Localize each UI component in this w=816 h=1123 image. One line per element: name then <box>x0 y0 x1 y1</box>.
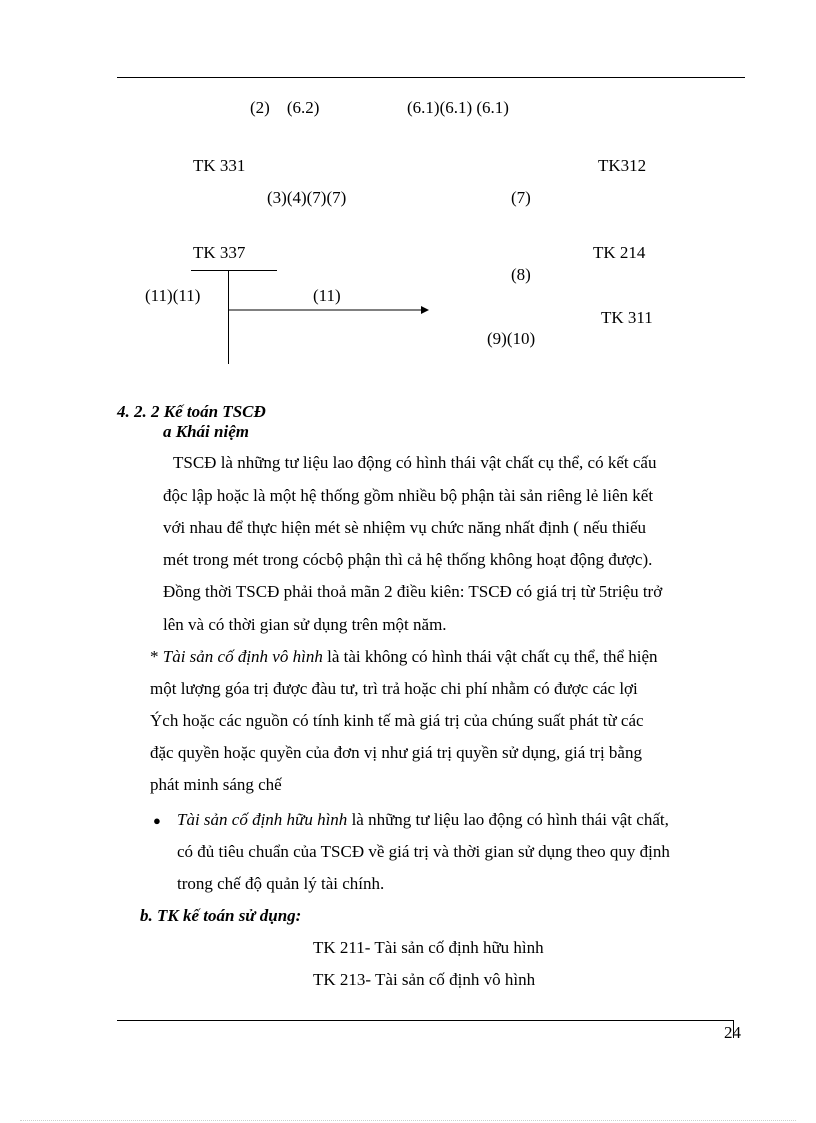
diagram-row1-left: (2) (6.2) <box>250 98 320 117</box>
account-tk311: TK 311 <box>601 308 653 327</box>
account-tk312: TK312 <box>598 156 647 175</box>
page-bottom-dotted-edge <box>20 1120 796 1121</box>
tk337-top-rule <box>191 270 277 271</box>
paragraph-line: có đủ tiêu chuẩn của TSCĐ về giá trị và thời gian sử dụng theo quy định <box>177 842 670 861</box>
paragraph-line: Đồng thời TSCĐ phải thoả mãn 2 điều kiên: TSCĐ có giá trị từ 5triệu trở <box>163 582 663 601</box>
paragraph-line: TSCĐ là những tư liệu lao động có hình thái vật chất cụ thể, có kết cấu <box>173 453 657 472</box>
account-tk337: TK 337 <box>193 243 246 262</box>
paragraph-line: một lượng góa trị được đàu tư, trì trả hoặc chi phí nhằm có được các lợi <box>150 679 638 698</box>
diagram-label-8: (8) <box>511 265 531 284</box>
diagram-row3-left: (3)(4)(7)(7) <box>267 188 347 207</box>
paragraph-line: với nhau để thực hiện mét sè nhiệm vụ chức năng nhất định ( nếu thiếu <box>163 518 646 537</box>
page-number: 24 <box>724 1023 741 1042</box>
diagram-label-11: (11) <box>313 286 341 305</box>
paragraph-line: mét trong mét trong cócbộ phận thì cả hệ thống không hoạt động được). <box>163 550 653 569</box>
intangible-term: Tài sản cố định vô hình <box>162 647 323 666</box>
intangible-definition: là tài không có hình thái vật chất cụ thể, thể hiện <box>322 647 658 666</box>
tangible-first-line <box>177 810 669 830</box>
tangible-definition: là những tư liệu lao động có hình thái vật chất, <box>347 810 669 829</box>
tangible-term: Tài sản cố định hữu hình <box>177 810 348 829</box>
flow-arrow <box>228 303 430 317</box>
asterisk-marker: * <box>150 647 163 666</box>
diagram-row1-right: (6.1)(6.1) (6.1) <box>407 98 509 117</box>
paragraph-line: độc lập hoặc là một hệ thống gồm nhiều bộ phận tài sản riêng lẻ liên kết <box>163 486 654 505</box>
paragraph-line: trong chế độ quản lý tài chính. <box>177 874 385 893</box>
intangible-first-line <box>150 647 658 667</box>
diagram-label-11-11: (11)(11) <box>145 286 201 305</box>
account-line-213: TK 213- Tài sản cố định vô hình <box>313 970 536 989</box>
paragraph-line: đặc quyền hoặc quyền của đơn vị như giá trị quyền sử dụng, giá trị bằng <box>150 743 642 762</box>
diagram-row3-right: (7) <box>511 188 531 207</box>
account-tk214: TK 214 <box>593 243 646 262</box>
section-heading: 4. 2. 2 Kế toán TSCĐ <box>117 402 266 421</box>
footer-rule <box>117 1020 734 1021</box>
account-line-211: TK 211- Tài sản cố định hữu hình <box>313 938 544 957</box>
subsection-heading: a Khái niệm <box>163 422 249 441</box>
account-tk331: TK 331 <box>193 156 246 175</box>
bullet-icon: ● <box>153 813 161 828</box>
paragraph-line: phát minh sáng chế <box>150 775 282 794</box>
accounts-heading: b. TK kế toán sử dụng: <box>140 906 302 925</box>
paragraph-line: lên và có thời gian sử dụng trên một năm. <box>163 615 447 634</box>
header-rule <box>117 77 745 78</box>
paragraph-line: Ých hoặc các nguồn có tính kinh tế mà giá trị của chúng suất phát từ các <box>150 711 644 730</box>
diagram-label-9-10: (9)(10) <box>487 329 536 348</box>
tk337-vertical-rule <box>228 270 229 364</box>
